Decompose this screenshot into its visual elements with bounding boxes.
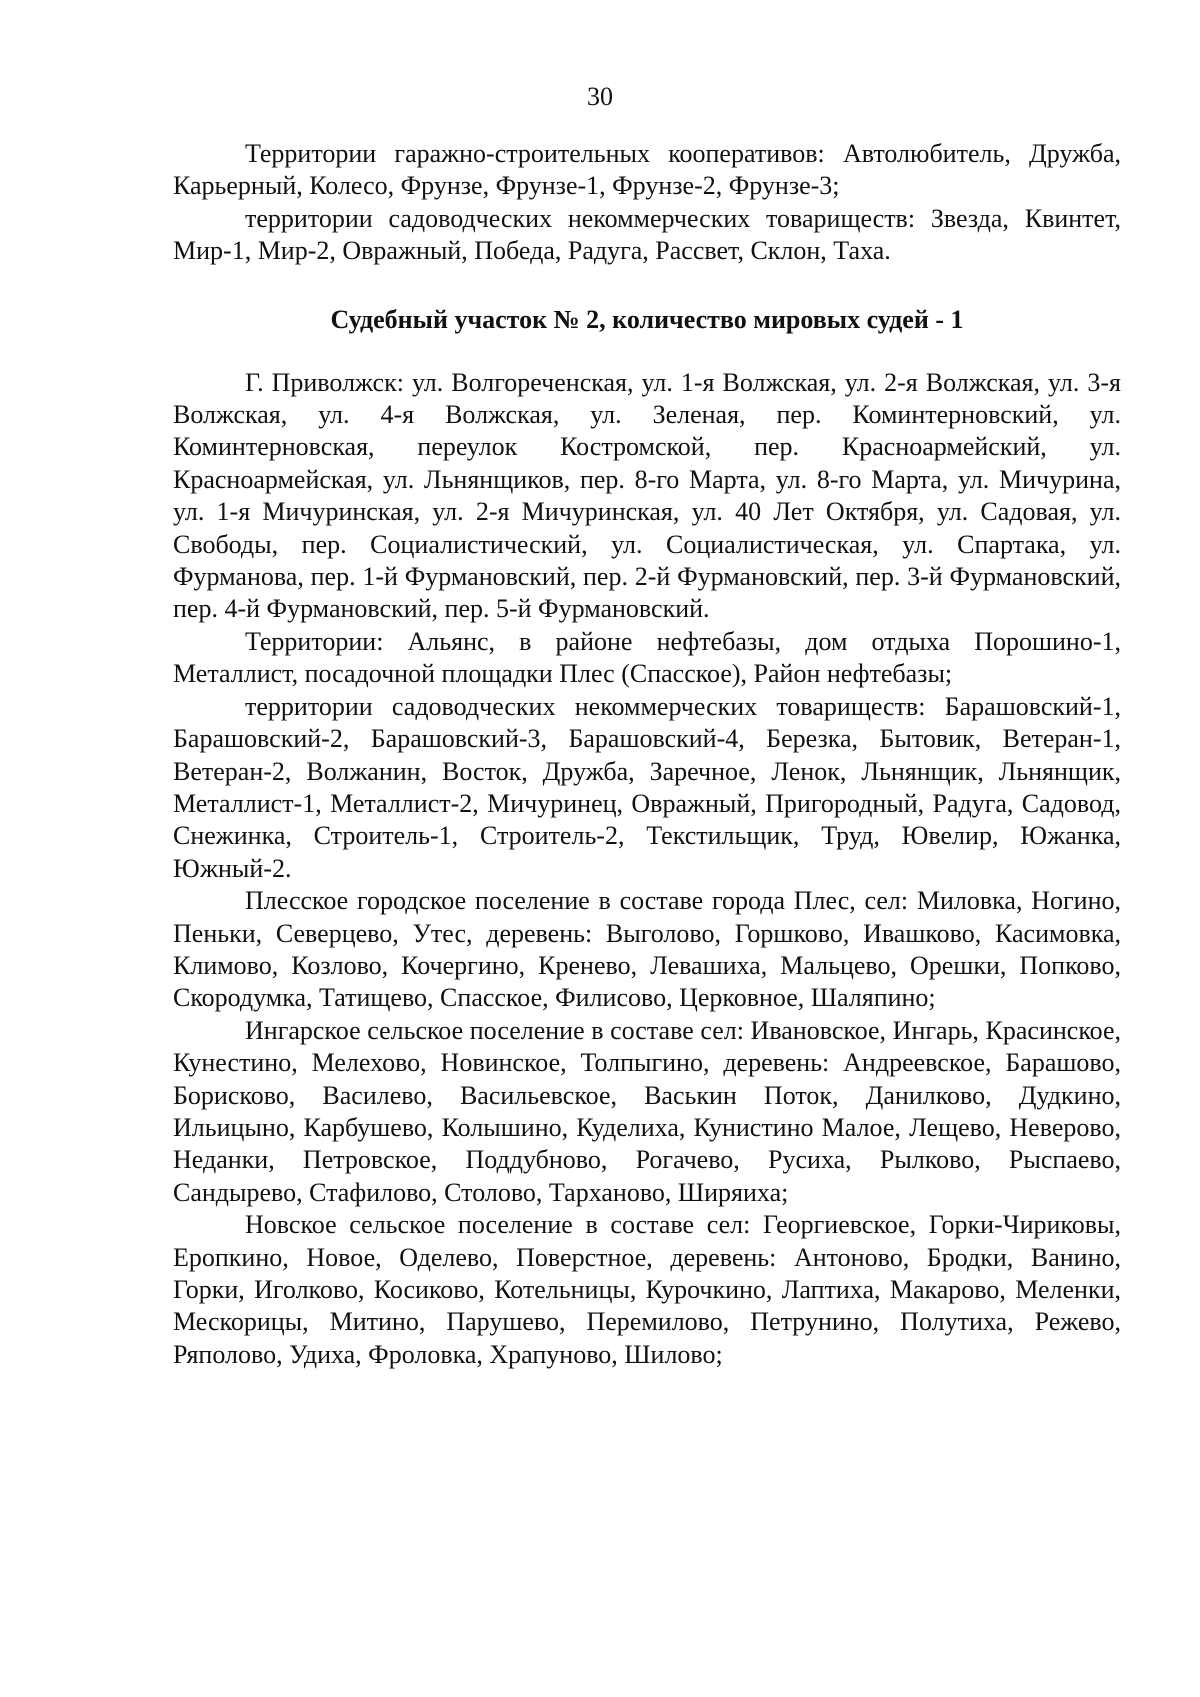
paragraph-novskoe-settlement: Новское сельское поселение в составе сел: Георгиевское, Горки-Чириковы, Еропкино, Новое, Оделево, Поверстное, деревень: Антоново, Бродки, Ванино, Горки, Иголково, Косиково, Котельницы, Курочкино, Лаптиха, Макарово, Меленки, Мескорицы, Митино, Парушево, Перемилово, Петрунино, Полутиха, Режево, Ряполово, Удиха, Фроловка, Храпуново, Шилово; [173, 1210, 1121, 1369]
paragraph-ingar-settlement: Ингарское сельское поселение в составе сел: Ивановское, Ингарь, Красинское, Кунестино, Мелехово, Новинское, Толпыгино, деревень: Андреевское, Барашово, Борисково, Василево, Васильевское, Васькин Поток, Данилково, Дудкино, Ильицыно, Карбушево, Колышино, Куделиха, Кунистино Малое, Лещево, Неверово, Неданки, Петровское, Поддубново, Рогачево, Русиха, Рылково, Рыспаево, Сандырево, Стафилово, Столово, Тарханово, Ширяиха; [173, 1015, 1121, 1207]
paragraph-ples-settlement: Плесское городское поселение в составе города Плес, сел: Миловка, Ногино, Пеньки, Северцево, Утес, деревень: Выголово, Горшково, Ивашково, Касимовка, Климово, Козлово, Кочергино, Кренево, Левашиха, Мальцево, Орешки, Попково, Скородумка, Татищево, Спасское, Филисово, Церковное, Шаляпино; [173, 886, 1121, 1013]
paragraph-garage-cooperatives: Территории гаражно-строительных кооперативов: Автолюбитель, Дружба, Карьерный, Колесо, Фрунзе, Фрунзе-1, Фрунзе-2, Фрунзе-3; [173, 139, 1121, 201]
paragraph-garden-partnerships-2: территории садоводческих некоммерческих товариществ: Барашовский-1, Барашовский-2, Барашовский-3, Барашовский-4, Березка, Бытовик, Ветеран-1, Ветеран-2, Волжанин, Восток, Дружба, Заречное, Ленок, Льнянщик, Льнянщик, Металлист-1, Металлист-2, Мичуринец, Овражный, Пригородный, Радуга, Садовод, Снежинка, Строитель-1, Строитель-2, Текстильщик, Труд, Ювелир, Южанка, Южный-2. [173, 691, 1121, 883]
section-heading: Судебный участок № 2, количество мировых судей - 1 [330, 304, 964, 334]
document-body [173, 138, 1121, 1371]
paragraph-garden-partnerships-1: территории садоводческих некоммерческих товариществ: Звезда, Квинтет, Мир-1, Мир-2, Овражный, Победа, Радуга, Рассвет, Склон, Таха. [173, 203, 1121, 266]
paragraph-territories: Территории: Альянс, в районе нефтебазы, дом отдыха Порошино-1, Металлист, посадочной площадки Плес (Спасское), Район нефтебазы; [173, 626, 1121, 689]
paragraph-privolzhsk-streets: Г. Приволжск: ул. Волгореченская, ул. 1-я Волжская, ул. 2-я Волжская, ул. 3-я Волжская, ул. 4-я Волжская, ул. Зеленая, пер. Коминтерновский, ул. Коминтерновская, переулок Костромской, пер. Красноармейский, ул. Красноармейская, ул. Льнянщиков, пер. 8-го Марта, ул. 8-го Марта, ул. Мичурина, ул. 1-я Мичуринская, ул. 2-я Мичуринская, ул. 40 Лет Октября, ул. Садовая, ул. Свободы, пер. Социалистический, ул. Социалистическая, ул. Спартака, ул. Фурманова, пер. 1-й Фурмановский, пер. 2-й Фурмановский, пер. 3-й Фурмановский, пер. 4-й Фурмановский, пер. 5-й Фурмановский. [173, 367, 1121, 624]
page-number: 30 [587, 82, 613, 111]
